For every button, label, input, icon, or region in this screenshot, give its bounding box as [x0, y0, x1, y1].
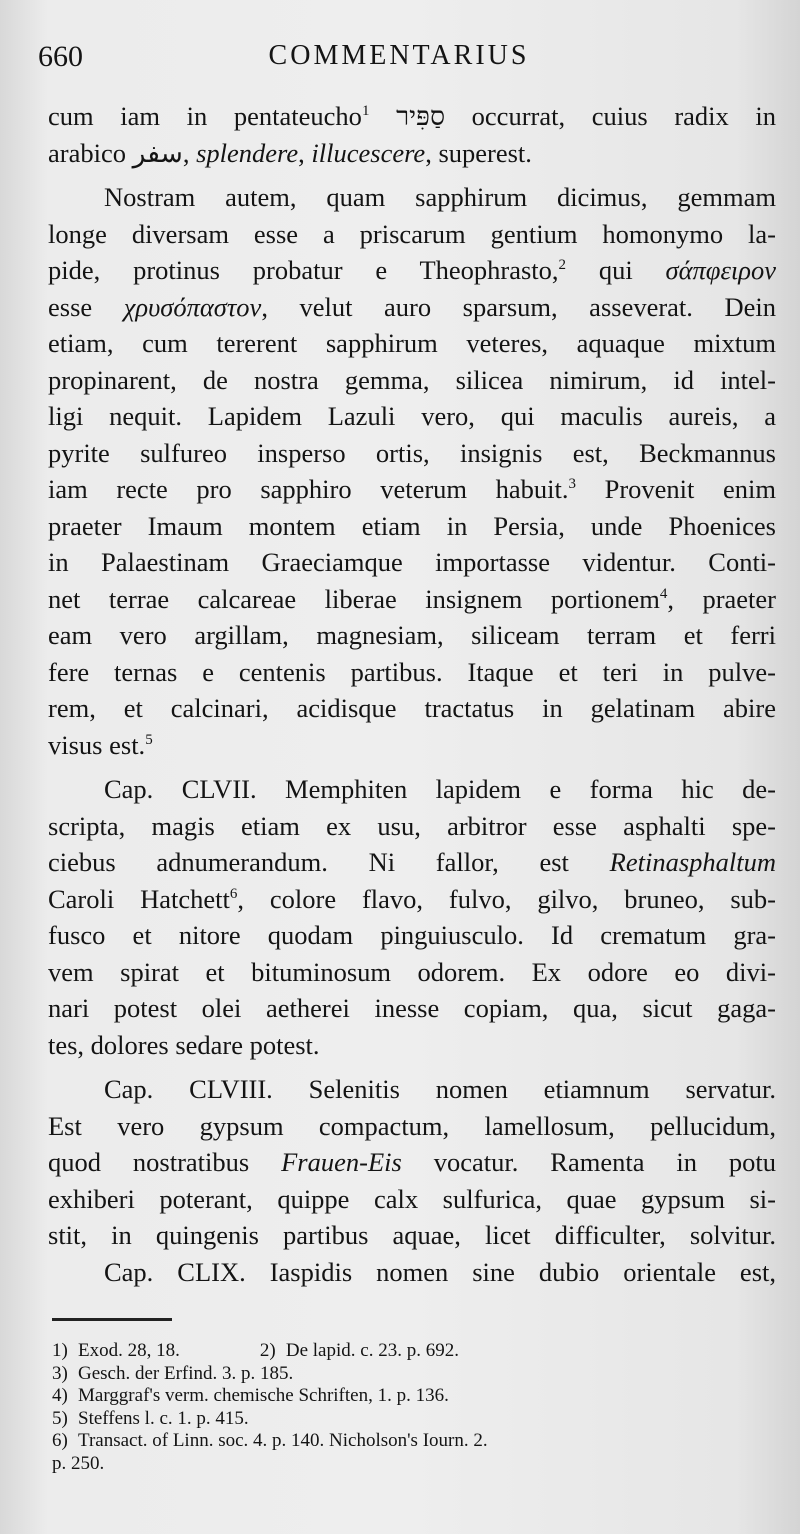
- footnote-text: Transact. of Linn. soc. 4. p. 140. Nicholson's Iourn. 2.: [78, 1430, 488, 1451]
- text-line: nari potest olei aetherei inesse copiam, qua, sicut gaga-: [48, 993, 776, 1023]
- paragraph-sapphirus: [48, 179, 776, 763]
- footnote-text: p. 250.: [52, 1452, 105, 1474]
- footnote: [52, 1340, 770, 1363]
- footnote-number: 1): [52, 1340, 68, 1361]
- footnote-number: 2): [259, 1340, 276, 1361]
- text-line: esse χρυσόπαστον, velut auro sparsum, asseverat. Dein: [48, 291, 776, 322]
- footnote-number: 5): [52, 1407, 68, 1429]
- text-line: tes, dolores sedare potest.: [48, 1029, 320, 1060]
- text-line: ciebus adnumerandum. Ni fallor, est Retinasphaltum: [48, 847, 776, 877]
- text-line: etiam, cum tererent sapphirum veteres, aquaque mixtum: [48, 328, 776, 358]
- footnote: [52, 1363, 770, 1386]
- text-line: visus est.$^5$: [48, 729, 153, 760]
- text-line: rem, et calcinari, acidisque tractatus in gelatinam abire: [48, 693, 776, 723]
- text-line: pide, protinus probatur e Theophrasto,$^2$ qui σάπφειρον: [48, 255, 776, 285]
- paragraph-cap-clviii: [48, 1071, 776, 1254]
- paragraph: [48, 98, 776, 171]
- text-line: eam vero argillam, magnesiam, siliceam terram et ferri: [48, 620, 776, 650]
- text-line: pyrite sulfureo insperso ortis, insignis est, Beckmannus: [48, 437, 776, 468]
- arabic-word: سفر: [132, 137, 183, 168]
- footnote-number: 4): [52, 1385, 68, 1406]
- footnote-text: Marggraf's verm. chemische Schriften, 1. p. 136.: [78, 1385, 449, 1406]
- running-title: COMMENTARIUS: [268, 40, 530, 71]
- text-line: praeter Imaum montem etiam in Persia, unde Phoenices: [48, 510, 776, 541]
- text-line: fere ternas e centenis partibus. Itaque et teri in pulve-: [48, 656, 776, 687]
- page-header: [38, 40, 760, 90]
- footnote-number: 6): [52, 1430, 68, 1451]
- footnote-separator: [52, 1318, 172, 1321]
- text-line: quod nostratibus Frauen-Eis vocatur. Ramenta in potu: [48, 1147, 776, 1177]
- text-line: Cap. CLVIII. Selenitis nomen etiamnum servatur.: [104, 1074, 776, 1104]
- footnote-number: 3): [52, 1362, 68, 1384]
- text-line: propinarent, de nostra gemma, silicea nimirum, id intel-: [48, 364, 776, 395]
- text-line: Caroli Hatchett$^6$, colore flavo, fulvo, gilvo, bruneo, sub-: [48, 883, 777, 914]
- text-line: Nostram autem, quam sapphirum dicimus, gemmam: [104, 182, 776, 212]
- text-line: fusco et nitore quodam pinguiusculo. Id crematum gra-: [48, 920, 776, 950]
- hebrew-word: סַפִּיר: [396, 101, 446, 131]
- footnote: [52, 1408, 770, 1431]
- text-line: arabico سفر, splendere, illucescere, superest.: [48, 137, 532, 168]
- footnote: [52, 1430, 770, 1453]
- text-line: stit, in quingenis partibus aquae, licet difficulter, solvitur.: [48, 1220, 776, 1250]
- text-line: scripta, magis etiam ex usu, arbitror esse asphalti spe-: [48, 810, 776, 841]
- text-line: iam recte pro sapphiro veterum habuit.$^3$ Provenit enim: [48, 474, 776, 504]
- text-line: Cap. CLVII. Memphiten lapidem e forma hic de-: [104, 774, 776, 804]
- text-line: cum iam in pentateucho$^1$ סַפִּיר occurrat, cuius radix in: [48, 101, 777, 131]
- text-line: Est vero gypsum compactum, lamellosum, pellucidum,: [48, 1110, 776, 1141]
- footnotes: [52, 1340, 770, 1475]
- footnote-text: Gesch. der Erfind. 3. p. 185.: [78, 1362, 294, 1384]
- text-line: net terrae calcareae liberae insignem portionem$^4$, praeter: [48, 583, 776, 614]
- text-line: Cap. CLIX. Iaspidis nomen sine dubio orientale est,: [104, 1256, 776, 1287]
- text-line: vem spirat et bituminosum odorem. Ex odore eo divi-: [48, 956, 776, 987]
- main-text: [48, 98, 776, 1290]
- text-line: in Palaestinam Graeciamque importasse videntur. Conti-: [48, 547, 776, 577]
- footnote-text: Steffens l. c. 1. p. 415.: [78, 1407, 249, 1429]
- text-line: longe diversam esse a priscarum gentium homonymo la-: [48, 218, 776, 249]
- footnote-text: Exod. 28, 18.: [78, 1340, 180, 1361]
- paragraph-cap-clvii: [48, 771, 776, 1063]
- footnote-continuation: [52, 1453, 770, 1476]
- footnote: [52, 1385, 770, 1408]
- page-number: 660: [38, 40, 83, 73]
- paragraph-cap-clix: [48, 1254, 776, 1291]
- text-line: ligi nequit. Lapidem Lazuli vero, qui maculis aureis, a: [48, 401, 776, 431]
- footnote-text: De lapid. c. 23. p. 692.: [285, 1340, 459, 1361]
- text-line: exhiberi poterant, quippe calx sulfurica, quae gypsum si-: [48, 1183, 776, 1214]
